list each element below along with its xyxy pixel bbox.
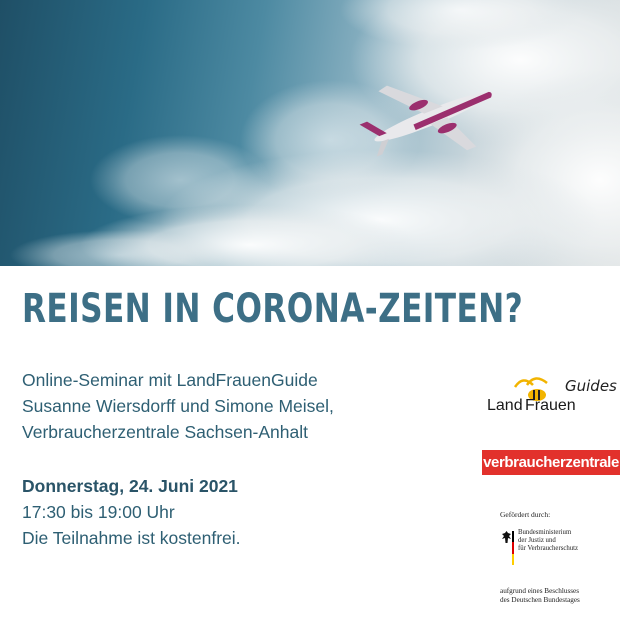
funding-note-line: aufgrund eines Beschlusses — [500, 587, 580, 595]
german-flag-bar — [512, 531, 514, 565]
ministry-name — [518, 529, 578, 553]
landfrauen-guides-logo — [485, 375, 620, 421]
ministry-logo — [500, 529, 620, 563]
page-title: REISEN IN CORONA-ZEITEN? — [22, 286, 524, 332]
intro-line: Verbraucherzentrale Sachsen-Anhalt — [22, 422, 309, 442]
sky-clouds-photo — [0, 0, 620, 266]
event-fee: Die Teilnahme ist kostenfrei. — [22, 528, 241, 548]
ministry-line: der Justiz und — [518, 537, 556, 544]
funding-note — [500, 587, 620, 604]
guides-label: Guides — [565, 377, 617, 395]
clouds — [10, 0, 620, 266]
hero-image — [0, 0, 620, 266]
funding-label: Gefördert durch: — [500, 510, 551, 519]
funding-note-line: des Deutschen Bundestages — [500, 595, 580, 604]
intro-line: Online-Seminar mit LandFrauenGuide — [22, 370, 318, 390]
federal-eagle-icon — [502, 531, 511, 543]
event-details — [22, 473, 241, 551]
intro-text — [22, 367, 334, 445]
verbraucherzentrale-logo: verbraucherzentrale — [482, 450, 620, 475]
ministry-line: Bundesministerium — [518, 529, 572, 536]
frauen-label: Frauen — [525, 397, 576, 414]
event-time: 17:30 bis 19:00 Uhr — [22, 502, 175, 522]
ministry-line: für Verbraucherschutz — [518, 545, 579, 552]
intro-line: Susanne Wiersdorff und Simone Meisel, — [22, 396, 334, 416]
land-label: Land — [487, 397, 523, 414]
event-date: Donnerstag, 24. Juni 2021 — [22, 476, 238, 496]
funding-notice — [500, 510, 620, 604]
